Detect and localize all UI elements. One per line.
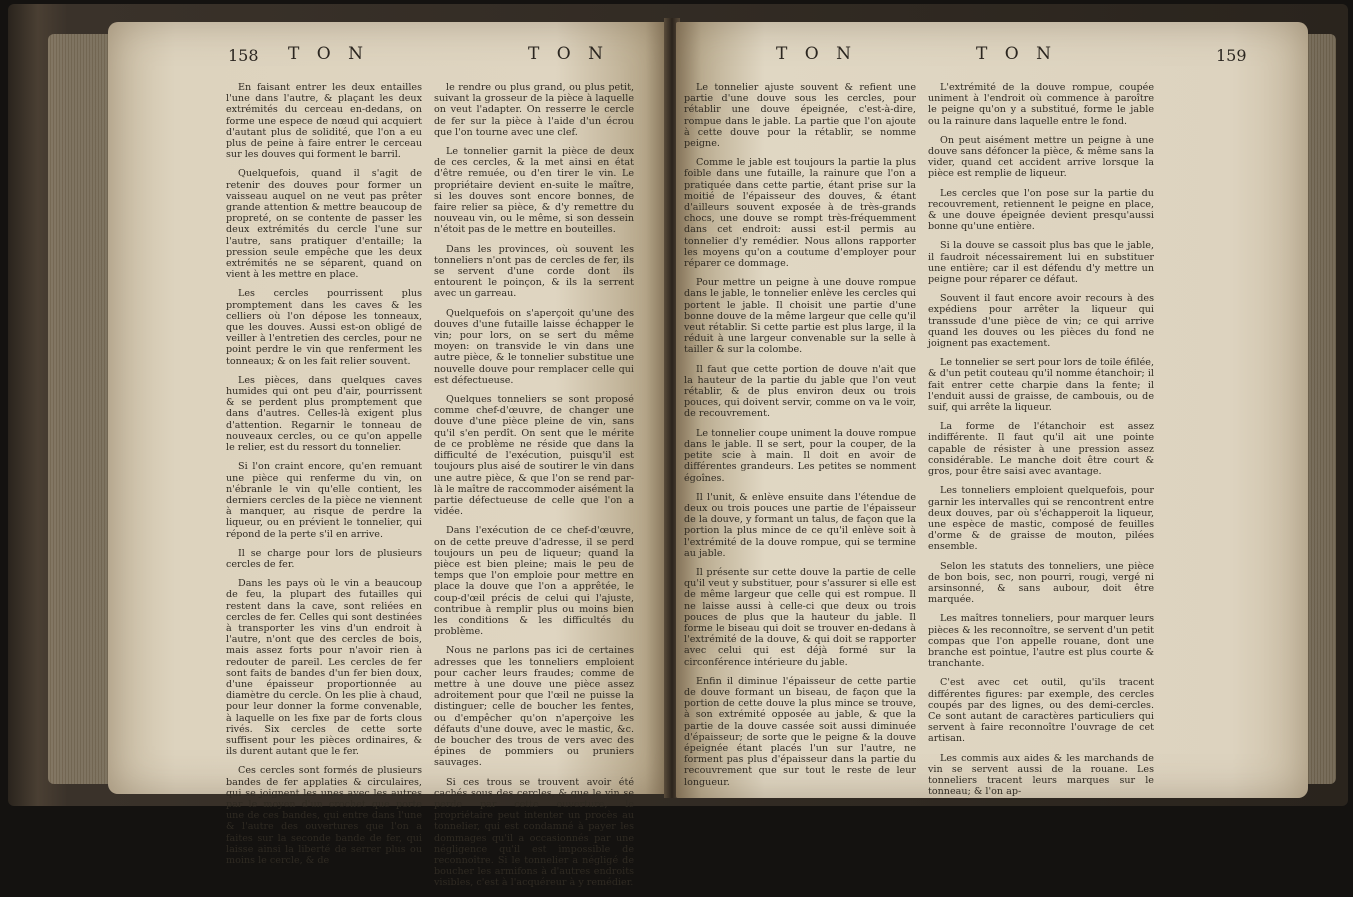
paragraph: Quelquefois, quand il s'agit de retenir des douves pour former un vaisseau auquel on ne veut pas prêter grande attention & mettre beaucoup de propreté, on se contente de passer les deux extrémités du cercle l'une sur l'autre, sans pratiquer d'entaille; la pression seule empêche que les deux extrémités ne se séparent, quand on vient à les mettre en place.: [226, 168, 422, 281]
page-number: 159: [1216, 46, 1247, 65]
paragraph: Il faut que cette portion de douve n'ait que la hauteur de la partie du jable que l'on veut rétablir, & de plus environ deux ou trois pouces, qui doivent servir, comme on va le voir, de recouvrement.: [684, 363, 916, 420]
paragraph: Les tonneliers emploient quelquefois, pour garnir les intervalles qui se rencontrent entre deux douves, par où s'échapperoit la liqueur, une espèce de mastic, composé de feuilles d'orme & de graisse de mouton, pilées ensemble.: [928, 485, 1154, 553]
paragraph: Les cercles que l'on pose sur la partie du recouvrement, retiennent le peigne en place, & une douve épeignée devient presqu'aussi bonne qu'une entière.: [928, 187, 1154, 233]
running-head: T O N: [288, 44, 369, 64]
paragraph: En faisant entrer les deux entailles l'une dans l'autre, & plaçant les deux extrémités du cerceau en-dedans, on forme une espece de nœud qui acquiert d'autant plus de solidité, que l'on a eu plus de peine à faire entrer le cerceau sur les douves qui forment le barril.: [226, 82, 422, 161]
paragraph: C'est avec cet outil, qu'ils tracent différentes figures: par exemple, des cercles coupés par des lignes, ou des demi-cercles. Ce sont autant de caractères particuliers qui servent à faire reconnoître l'ouvrage de cet artisan.: [928, 677, 1154, 745]
paragraph: Le tonnelier garnit la pièce de deux de ces cercles, & la met ainsi en état d'être remuée, ou d'en tirer le vin. Le propriétaire devient en-suite le maître, si les douves sont encore bonnes, de faire relier sa pièce, & d'y remettre du nouveau vin, ou le même, si son dessein n'étoit pas de le mettre en bouteilles.: [434, 146, 634, 236]
paragraph: L'extrémité de la douve rompue, coupée uniment à l'endroit où commence à paroître le peigne qu'on y a substitué, forme le jable ou la rainure dans laquelle entre le fond.: [928, 82, 1154, 127]
running-head: T O N: [976, 44, 1057, 64]
paragraph: Il l'unit, & enlève ensuite dans l'étendue de deux ou trois pouces une partie de l'épaisseur de la douve, y formant un talus, de façon que la portion la plus mince de ce qu'il enlève soit à l'extrémité de la douve rompue, qui se termine au jable.: [684, 491, 916, 559]
page-number: 158: [228, 46, 259, 65]
paragraph: La forme de l'étanchoir est assez indifférente. Il faut qu'il ait une pointe capable de résister à une pression assez considérable. Le manche doit être court & gros, pour être saisi avec avantage.: [928, 421, 1154, 478]
paragraph: Ces cercles sont formés de plusieurs bandes de fer applaties & circulaires, qui se joignent les unes avec les autres par le moyen d'un crochet que porte une de ces bandes, qui entre dans l'une & l'autre des ouvertures que l'on a faites sur la seconde bande de fer, qui laisse ainsi la liberté de serrer plus ou moins le cercle, & de: [226, 765, 422, 866]
paragraph: Les pièces, dans quelques caves humides qui ont peu d'air, pourrissent & se perdent plus promptement que dans d'autres. Celles-là exigent plus d'attention. Regarnir le tonneau de nouveaux cercles, ou ce qu'on appelle le relier, est du ressort du tonnelier.: [226, 374, 422, 454]
paragraph: Nous ne parlons pas ici de certaines adresses que les tonneliers emploient pour cacher leurs fraudes; comme de mettre à une douve une pièce assez adroitement pour que l'œil ne puisse la distinguer; celle de boucher les fentes, ou d'empêcher qu'on n'aperçoive les défauts d'une douve, avec le mastic, &c. de boucher des trous de vers avec des épines de pommiers ou pruniers sauvages.: [434, 645, 634, 769]
left-page-edges: [48, 34, 108, 784]
paragraph: Quelquefois on s'aperçoit qu'une des douves d'une futaille laisse échapper le vin; pour lors, on se sert du même moyen: on transvide le vin dans une autre pièce, & le tonnelier substitue une nouvelle douve pour remplacer celle qui est défectueuse.: [434, 307, 634, 386]
paragraph: Si la douve se cassoit plus bas que le jable, il faudroit nécessairement lui en substituer une entière; car il est défendu d'y mettre un peigne pour réparer ce défaut.: [928, 240, 1154, 286]
text-column: [434, 82, 634, 897]
paragraph: Selon les statuts des tonneliers, une pièce de bon bois, sec, non pourri, rougi, vergé ni arsinsonné, & sans aubour, doit être marquée.: [928, 560, 1154, 606]
paragraph: On peut aisément mettre un peigne à une douve sans défoncer la pièce, & même sans la vider, quand cet accident arrive lorsque la pièce est remplie de liqueur.: [928, 134, 1154, 180]
left-page: [108, 22, 668, 889]
paragraph: Enfin il diminue l'épaisseur de cette partie de douve formant un biseau, de façon que la portion de cette douve la plus mince se trouve, à son extrémité opposée au jable, & que la partie de la douve cassée soit aussi diminuée d'épaisseur; de sorte que le peigne & la douve épeignée étant placés l'un sur l'autre, ne forment pas plus d'épaisseur dans la partie du recouvrement que sur tout le reste de leur longueur.: [684, 675, 916, 788]
paragraph: Le tonnelier se sert pour lors de toile éfilée, & d'un petit couteau qu'il nomme étanchoir; il fait entrer cette charpie dans la fente; il l'enduit aussi de graisse, de cambouis, ou de suif, qui arrête la liqueur.: [928, 357, 1155, 414]
paragraph: Le tonnelier coupe uniment la douve rompue dans le jable. Il se sert, pour la couper, de la petite scie à main. Il doit en avoir de différentes grandeurs. Les petites se nomment égoînes.: [684, 427, 916, 484]
paragraph: Pour mettre un peigne à une douve rompue dans le jable, le tonnelier enlève les cercles qui portent le jable. Il choisit une partie d'une bonne douve de la même largeur que celle qu'il veut rétablir. Si cette partie est plus large, il la réduit à une largeur convenable sur la selle à tailler & sur la colombe.: [684, 277, 916, 356]
paragraph: Dans les pays où le vin a beaucoup de feu, la plupart des futailles qui restent dans la cave, sont reliées en cercles de fer. Celles qui sont destinées à transporter les vins d'un endroit à l'autre, n'ont que des cercles de bois, mais assez forts pour n'avoir rien à redouter de pareil. Les cercles de fer sont faits de bandes d'un fer bien doux, d'une épaisseur proportionnée au diamètre du cercle. On les plie à chaud, pour leur donner la forme convenable, à laquelle on les fixe par de forts clous rivés. Six cercles de cette sorte suffisent pour les pièces ordinaires, & ils durent autant que le fer.: [226, 578, 422, 758]
right-page: [676, 22, 1308, 798]
running-head: T O N: [528, 44, 609, 64]
paragraph: Souvent il faut encore avoir recours à des expédiens pour arrêter la liqueur qui transsude d'une pièce de vin; ce qui arrive quand les douves ou les pièces du fond ne joignent pas exactement.: [928, 293, 1154, 350]
paragraph: Les commis aux aides & les marchands de vin se servent aussi de la rouane. Les tonneliers tracent leurs marques sur le tonneau; & l'on ap-: [928, 752, 1154, 798]
paragraph: Il présente sur cette douve la partie de celle qu'il veut y substituer, pour s'assurer si elle est de même largeur que celle qui est rompue. Il ne laisse aussi à celle-ci que deux ou trois pouces de plus que la hauteur du jable. Il forme le biseau qui doit se trouver en-dedans à l'extrémité de la douve, & qui doit se rapporter avec celui qui est déjà formé sur la circonférence intérieure du jable.: [684, 566, 916, 668]
paragraph: Le tonnelier ajuste souvent & refient une partie d'une douve sous les cercles, pour rétablir une douve épeignée, c'est-à-dire, rompue dans le jable. La partie que l'on ajoute à cette douve pour la rétablir, se nomme peigne.: [684, 82, 916, 150]
paragraph: Si ces trous se trouvent avoir été cachés sous des cercles, & que le vin se perde par cette ouverture, le propriétaire peut intenter un procès au tonnelier, qui est condamné à payer les dommages qu'il a occasionnés par une négligence qu'il est impossible de reconnoître. Si le tonnelier a négligé de boucher les armifons à d'autres endroits visibles, c'est à l'acquéreur à y remédier.: [434, 776, 634, 889]
paragraph: Si l'on craint encore, qu'en remuant une pièce qui renferme du vin, on n'ébranle le vin qu'elle contient, les derniers cercles de la pièce ne viennent à manquer, au risque de perdre la liqueur, ou en prévient le tonnelier, qui répond de la perte s'il en arrive.: [226, 461, 422, 540]
text-column: [928, 82, 1154, 805]
paragraph: Dans l'exécution de ce chef-d'œuvre, on de cette preuve d'adresse, il se perd toujours un peu de liqueur; quand la pièce est bien pleine; mais le peu de temps que l'on emploie pour mettre en place la douve que l'on a apprêtée, le coup-d'œil précis de celui qui l'ajuste, contribue à remplir plus ou moins bien les conditions & les difficultés du problème.: [434, 525, 634, 638]
paragraph: Quelques tonneliers se sont proposé comme chef-d'œuvre, de changer une douve d'une pièce pleine de vin, sans qu'il s'en perdît. On sent que le mérite de ce problème ne réside que dans la difficulté de l'exécution, puisqu'il est toujours plus aisé de soutirer le vin dans une autre pièce, & que l'on se rend par-là le maître de raccommoder aisément la partie défectueuse de celle que l'on a vidée.: [434, 394, 634, 518]
running-head: T O N: [776, 44, 857, 64]
paragraph: Dans les provinces, où souvent les tonneliers n'ont pas de cercles de fer, ils se servent d'une corde dont ils entourent le poinçon, & ils la serrent avec un garreau.: [434, 243, 634, 300]
paragraph: Il se charge pour lors de plusieurs cercles de fer.: [226, 547, 422, 570]
paragraph: Les maîtres tonneliers, pour marquer leurs pièces & les reconnoître, se servent d'un petit compas que l'on appelle rouane, dont une branche est pointue, l'autre est plus courte & tranchante.: [928, 613, 1154, 670]
right-page-edges: [1306, 34, 1336, 784]
text-column: [684, 82, 916, 796]
paragraph: Les cercles pourrissent plus promptement dans les caves & les celliers où l'on dépose les tonneaux, que les douves. Aussi est-on obligé de veiller à l'entretien des cercles, pour ne point perdre le vin que renferment les tonneaux; & on les fait relier souvent.: [226, 288, 422, 367]
open-book: [8, 4, 1348, 889]
paragraph: le rendre ou plus grand, ou plus petit, suivant la grosseur de la pièce à laquelle on veut l'adapter. On resserre le cercle de fer sur la pièce à l'aide d'un écrou que l'on tourne avec une clef.: [434, 82, 634, 138]
text-column: [226, 82, 422, 874]
paragraph: Comme le jable est toujours la partie la plus foible dans une futaille, la rainure que l'on a pratiquée dans cette partie, étant prise sur la moitié de l'épaisseur des douves, & étant d'ailleurs souvent exposée à de très-grands chocs, une douve se rompt très-fréquemment dans cet endroit: aussi est-il permis au tonnelier d'y remédier. Nous allons rapporter les moyens qu'on a coutume d'employer pour réparer ce dommage.: [684, 157, 916, 270]
